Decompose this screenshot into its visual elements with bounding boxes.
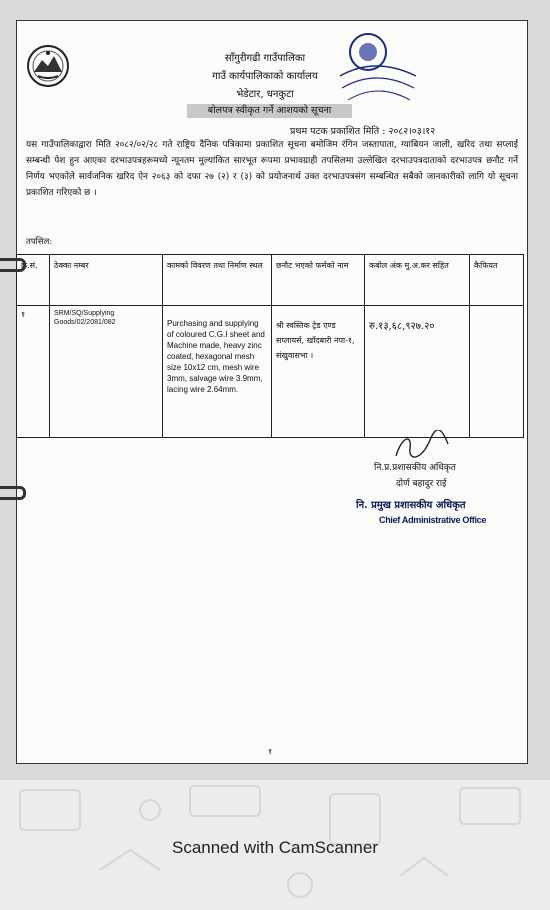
municipality-name: साँगुरीगढी गाउँपालिका bbox=[224, 53, 306, 64]
col-header-sn: क्र.सं. bbox=[17, 255, 50, 306]
col-header-contract: ठेक्का नम्बर bbox=[50, 255, 163, 306]
signatory-title: नि.प्र.प्रशासकीय अधिकृत bbox=[374, 463, 456, 473]
col-header-remarks: कैफियत bbox=[470, 255, 524, 306]
cell-amount: रु.१३,६८,९२७.२० bbox=[365, 306, 470, 438]
cell-sn: १ bbox=[17, 306, 50, 438]
table-header-row bbox=[17, 255, 524, 306]
nepal-emblem-icon bbox=[26, 44, 70, 88]
scanner-footer bbox=[0, 780, 550, 910]
page-number: १ bbox=[268, 747, 273, 756]
col-header-description: कामको विवरण तथा निर्माण स्थल bbox=[163, 255, 272, 306]
notice-body: यस गाउँपालिकाद्वारा मिति २०८२/०२/२८ गते राष्ट्रिय दैनिक पत्रिकामा प्रकाशित सूचना बमोजिम रंगिन जस्तापाता, ग्याबियन जाली, खरिद तथा सप्लाई सम्बन्धी पेश हुन आएका दरभाउपत्रहरूमध्ये न्यूनतम मुल्यांकित सारभूत रूपमा प्रभावग्राही तपसिलमा उल्लेखित दरभाउपत्रदाताको दरभाउपत्र छनौट गर्ने निर्णय भएकोले सार्वजनिक खरिद ऐन २०६३ को दफा २७ (२) र (३) को प्रयोजनार्थ उक्त दरभाउपत्रसंग सम्बन्धित सबैको जानकारीको लागि यो सूचना प्रकाशित गरिएको छ । bbox=[26, 140, 518, 198]
binder-ring bbox=[0, 258, 26, 272]
bid-table bbox=[16, 254, 524, 438]
scanner-watermark: Scanned with CamScanner bbox=[171, 838, 378, 857]
office-name: गाउँ कार्यपालिकाको कार्यालय bbox=[212, 71, 318, 82]
cell-remarks bbox=[470, 306, 524, 438]
table-row bbox=[17, 306, 524, 438]
col-header-amount: कबोल अंक मु.अ.कर सहित bbox=[365, 255, 470, 306]
cell-firm: श्री स्वस्तिक ट्रेड एण्ड सप्लायर्स, खाँदबारी नपा-१, संखुवासभा । bbox=[272, 306, 365, 438]
col-header-firm: छनौट भएको फर्मको नाम bbox=[272, 255, 365, 306]
binder-ring bbox=[0, 486, 26, 500]
signatory-name: दोर्ण बहादुर राई bbox=[396, 479, 447, 489]
office-address: भेडेटार, धनकुटा bbox=[236, 89, 294, 100]
stamp-title-english: Chief Administrative Office bbox=[379, 515, 487, 525]
signature-scribble-icon bbox=[392, 430, 452, 462]
publication-date: प्रथम पटक प्रकाशित मिति : २०८२।०३।१२ bbox=[290, 126, 436, 137]
stamp-title-nepali: नि. प्रमुख प्रशासकीय अधिकृत bbox=[356, 500, 466, 511]
notice-subject: बोलपत्र स्वीकृत गर्ने आशयको सूचना bbox=[187, 104, 352, 118]
cell-contract: SRM/SQ/Supplying Goods/02/2081/082 bbox=[50, 306, 163, 438]
cell-description: Purchasing and supplying of coloured C.G.I sheet and Machine made, heavy zinc coated, hexagonal mesh size 10x12 cm, mesh wire 3mm, salvage wire 3.9mm, lacing wire 2.64mm. bbox=[163, 306, 272, 438]
details-label: तपसिल: bbox=[26, 237, 53, 247]
